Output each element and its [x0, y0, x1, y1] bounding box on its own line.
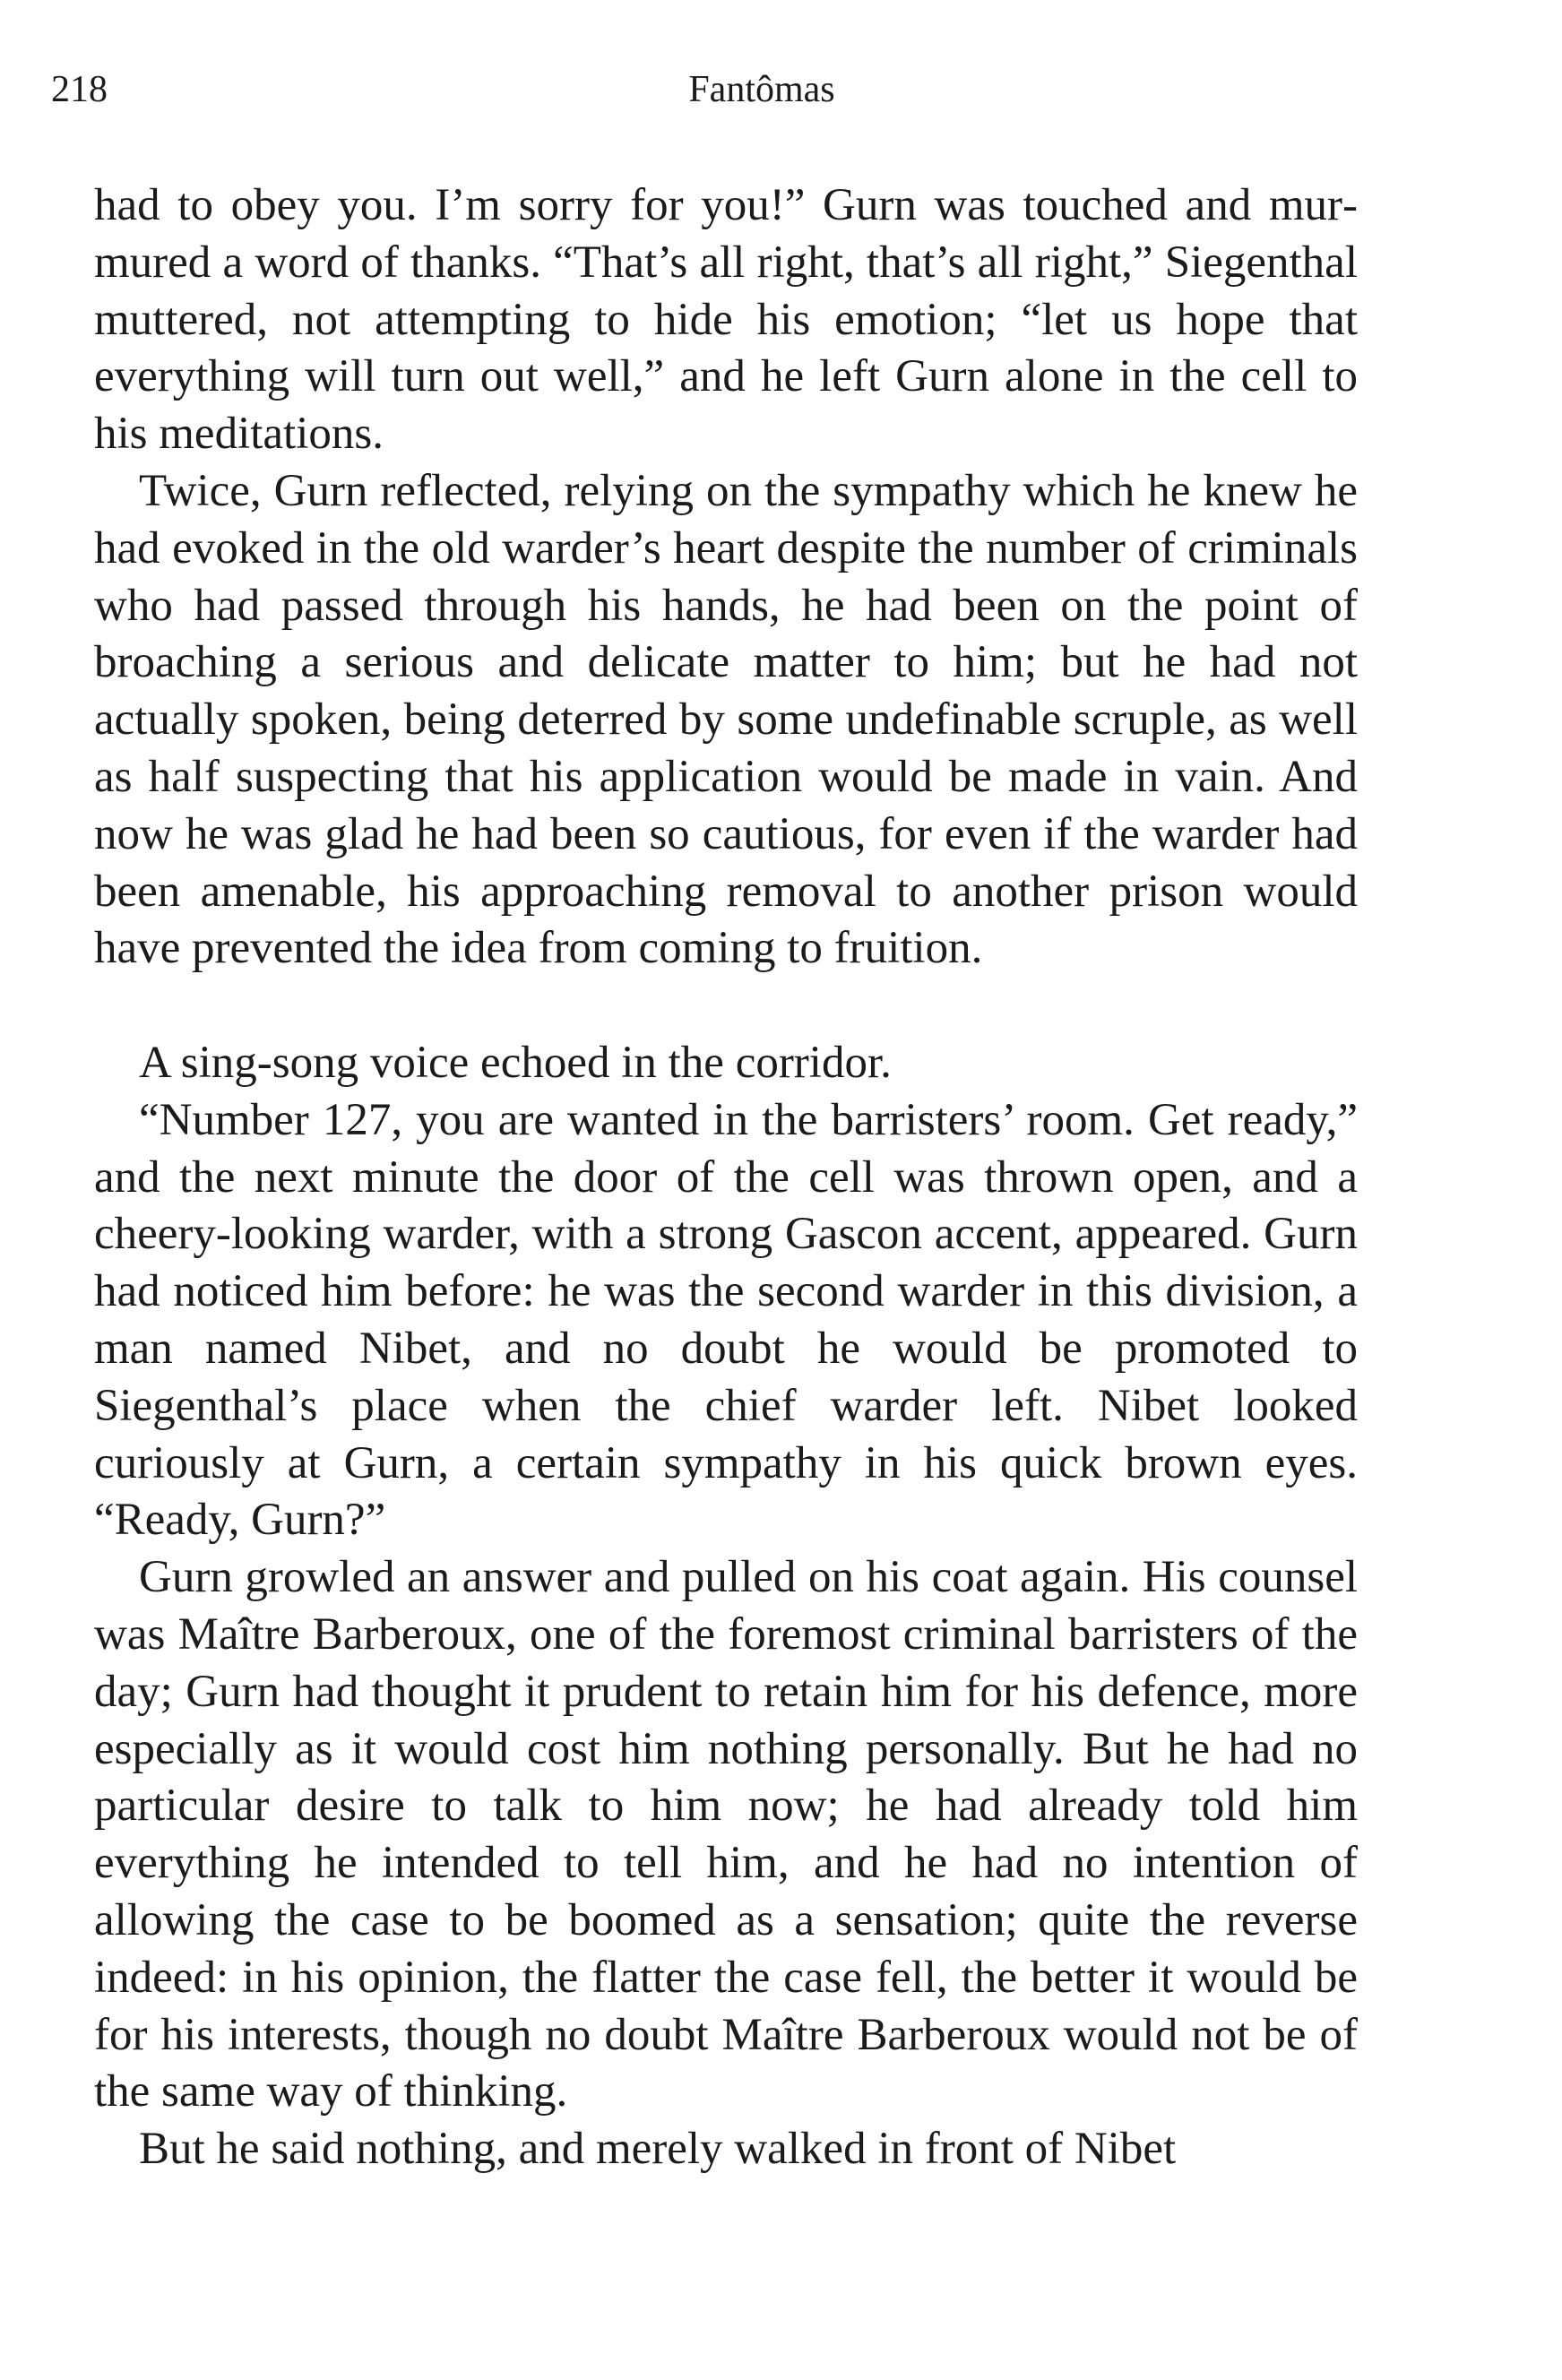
paragraph-sing-song-voice: A sing-song voice echoed in the corridor.: [139, 1037, 892, 1088]
paragraph-twice-gurn-reflected: Twice, Gurn reflected, relying on the sympathy which he knew he had evoked in the old warder’s heart despite the number of criminals who had passed through his hands, he had been on the point of broaching a serious and delicate matter to him; but he had not actually spoken, being deterred by some undefinable scruple, as well as half suspecting that his application would be made in vain. And now he was glad he had been so cautious, for even if the warder had been amenable, his approaching removal to another prison would have prevented the idea from coming to fruition.: [94, 465, 1358, 974]
paragraph-continuation: had to obey you. I’m sorry for you!” Gurn was touched and murmured a word of thanks. “That’s all right, that’s all right,” Siegenthal muttered, not attempting to hide his emotion; “let us hope that everything will turn out well,” and he left Gurn alone in the cell to his meditations.: [94, 180, 1358, 460]
running-title: Fantômas: [688, 69, 835, 110]
body-text: [94, 177, 1358, 2178]
paragraph-number-127: “Number 127, you are wanted in the barristers’ room. Get ready,” and the next minute the door of the cell was thrown open, and a cheery-looking warder, with a strong Gascon accent, appeared. Gurn had noticed him before: he was the second warder in this division, a man named Nibet, and no doubt he would be promoted to Siegenthal’s place when the chief warder left. Nibet looked curiously at Gurn, a certain sympathy in his quick brown eyes. “Ready, Gurn?”: [94, 1094, 1358, 1546]
paragraph-gurn-growled: Gurn growled an answer and pulled on his coat again. His counsel was Maître Barberoux, one of the foremost criminal barristers of the day; Gurn had thought it prudent to retain him for his defence, more especially as it would cost him nothing personally. But he had no particular desire to talk to him now; he had already told him everything he intended to tell him, and he had no intention of allowing the case to be boomed as a sensation; quite the reverse indeed: in his opinion, the flatter the case fell, the better it would be for his interests, though no doubt Maître Barberoux would not be of the same way of thinking.: [94, 1552, 1358, 2117]
page-number: 218: [51, 69, 108, 110]
paragraph-but-he-said-nothing: But he said nothing, and merely walked in front of Nibet: [139, 2124, 1177, 2175]
